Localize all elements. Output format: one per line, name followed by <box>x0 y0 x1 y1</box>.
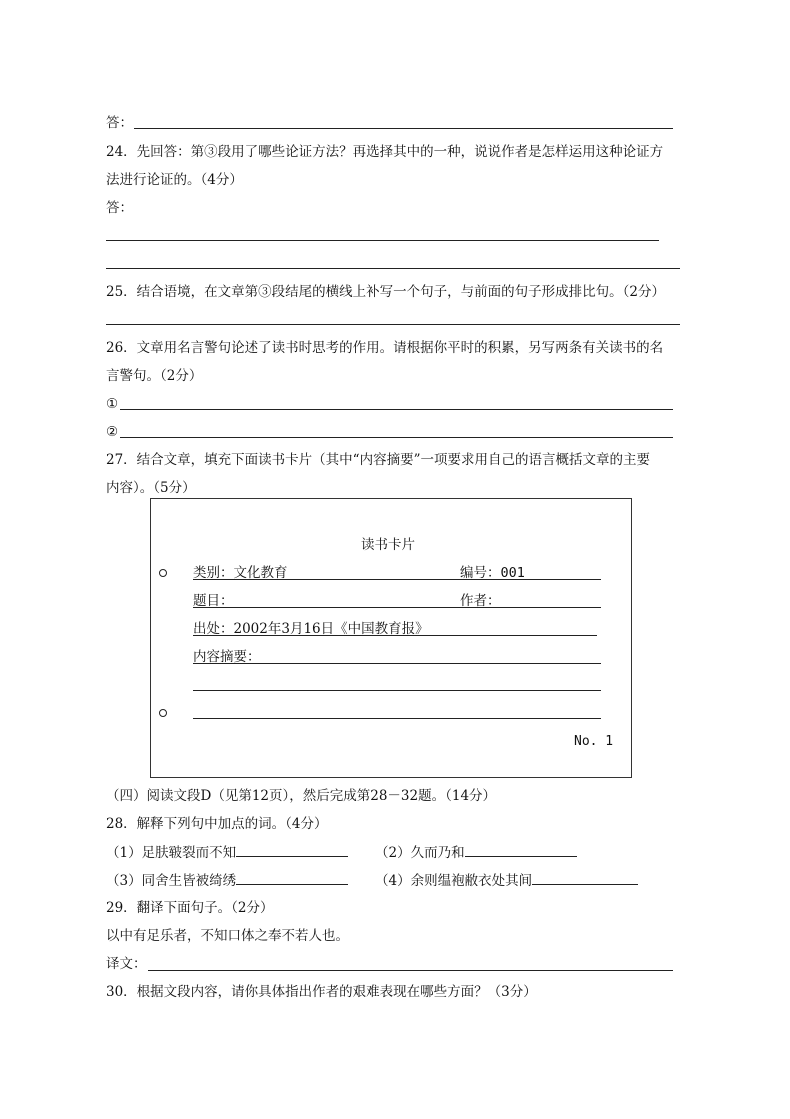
q28-prompt: 28．解释下列句中加点的词。（4分） <box>106 816 328 832</box>
q30-text: 30．根据文段内容，请你具体指出作者的艰难表现在哪些方面？（3分） <box>106 984 537 1000</box>
card-category: 类别：文化教育 <box>193 565 288 581</box>
q28-item4-text: （4）余则缊袍敝衣处其间 <box>375 873 533 889</box>
q28-item3-blank[interactable] <box>236 872 348 885</box>
q28-item1 <box>106 844 348 861</box>
card-number: 编号：001 <box>460 565 525 581</box>
binder-hole-icon <box>159 709 167 717</box>
q29-sentence: 以中有足乐者，不知口体之奉不若人也。 <box>106 928 349 944</box>
q26-text-line2: 言警句。（2分） <box>106 368 203 384</box>
card-summary-label: 内容摘要： <box>193 649 261 665</box>
q28-item2-text: （2）久而乃和 <box>375 845 465 861</box>
q24-answer-label: 答： <box>106 200 133 216</box>
q24-answer-line-2[interactable] <box>106 268 680 269</box>
q23-answer-line[interactable] <box>134 128 673 129</box>
q26-item2-marker: ② <box>106 424 119 440</box>
q28-item4 <box>375 872 638 889</box>
q28-item1-blank[interactable] <box>236 844 348 857</box>
q24-text-line2: 法进行论证的。（4分） <box>106 172 243 188</box>
q26-item1-line[interactable] <box>120 409 673 410</box>
reading-card <box>150 498 632 778</box>
q29-translation-line[interactable] <box>148 970 673 971</box>
q25-answer-line[interactable] <box>106 324 680 325</box>
q25-text: 25．结合语境，在文章第③段结尾的横线上补写一个句子，与前面的句子形成排比句。（2分） <box>106 284 666 300</box>
q27-text-line2: 内容）。（5分） <box>106 480 196 496</box>
section4-heading: （四）阅读文段D（见第12页），然后完成第28－32题。（14分） <box>106 788 497 804</box>
q28-item2 <box>375 844 577 861</box>
q26-item2-line[interactable] <box>120 437 673 438</box>
q23-answer-label: 答： <box>106 115 133 131</box>
binder-hole-icon <box>159 569 167 577</box>
card-line-summary-1[interactable] <box>193 663 601 664</box>
q24-answer-line-1[interactable] <box>106 240 659 241</box>
card-line-category[interactable] <box>193 579 601 580</box>
card-line-subject[interactable] <box>193 607 601 608</box>
q28-item3-text: （3）同舍生皆被绮绣 <box>106 873 237 889</box>
q28-item3 <box>106 872 348 889</box>
card-title: 读书卡片 <box>361 537 415 553</box>
card-subject-label: 题目： <box>193 593 234 609</box>
card-line-summary-3[interactable] <box>193 718 601 719</box>
q28-item1-text: （1）足肤皲裂而不知 <box>106 845 237 861</box>
card-no: No. 1 <box>574 734 614 749</box>
card-line-summary-2[interactable] <box>193 690 601 691</box>
q28-item2-blank[interactable] <box>465 844 577 857</box>
q29-translation-label: 译文： <box>106 956 147 972</box>
card-source: 出处：2002年3月16日《中国教育报》 <box>193 621 429 637</box>
q29-prompt: 29．翻译下面句子。（2分） <box>106 900 274 916</box>
card-line-source[interactable] <box>193 635 597 636</box>
q26-item1-marker: ① <box>106 396 119 412</box>
q24-text-line1: 24．先回答：第③段用了哪些论证方法？再选择其中的一种，说说作者是怎样运用这种论证方 <box>106 144 664 160</box>
q26-text-line1: 26．文章用名言警句论述了读书时思考的作用。请根据你平时的积累，另写两条有关读书的名 <box>106 340 664 356</box>
card-author-label: 作者： <box>460 593 501 609</box>
q28-item4-blank[interactable] <box>532 872 638 885</box>
q27-text-line1: 27．结合文章，填充下面读书卡片（其中“内容摘要”一项要求用自己的语言概括文章的主要 <box>106 452 650 468</box>
